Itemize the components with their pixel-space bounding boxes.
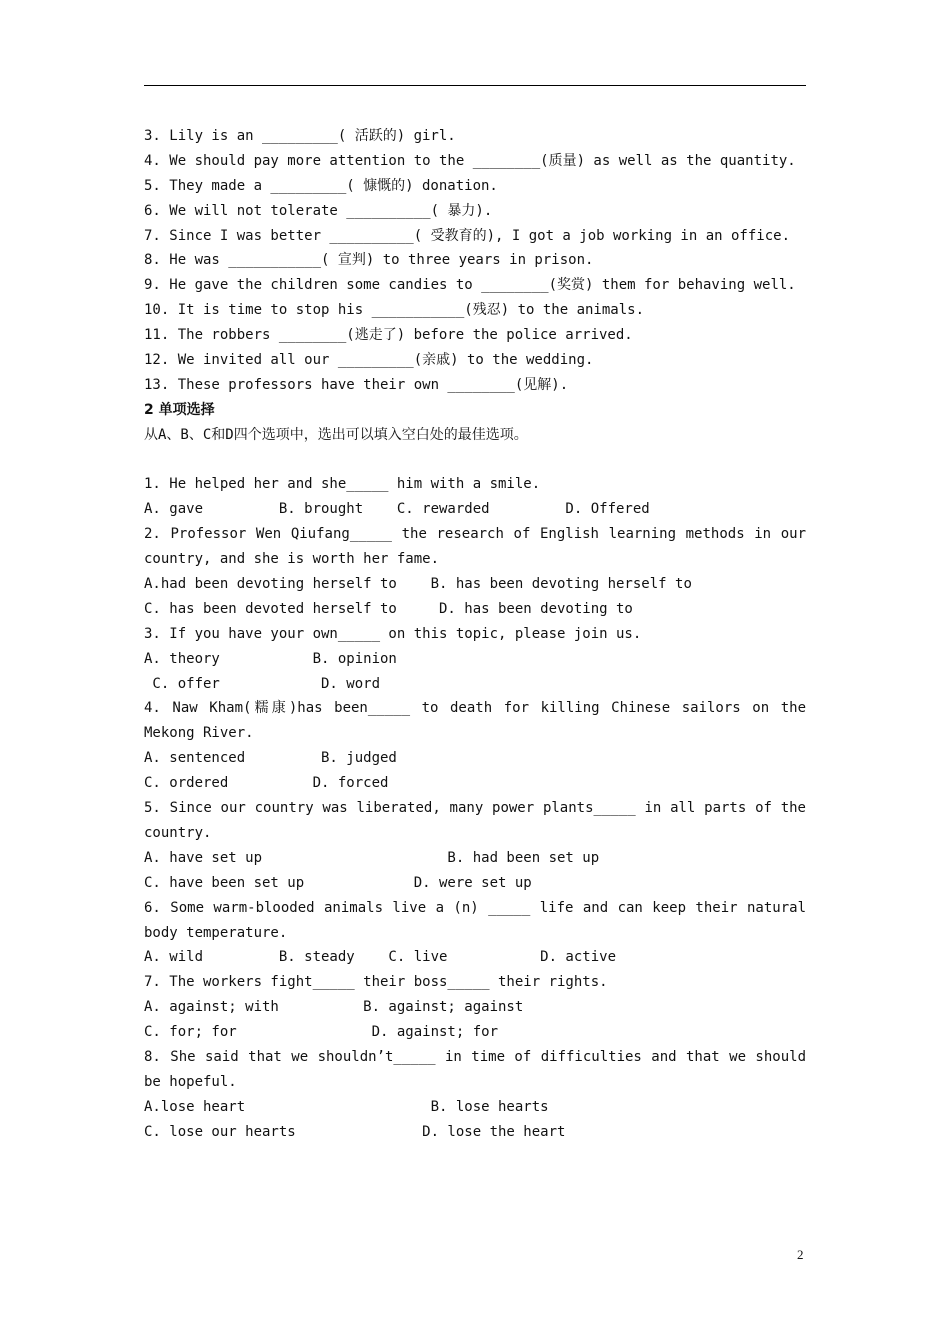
worksheet-content (144, 124, 806, 1145)
question-stem: 2. Professor Wen Qiufang_____ the research of English learning methods in our (144, 526, 806, 543)
fill-in-item: 10. It is time to stop his ___________(残忍) to the animals. (144, 302, 645, 319)
answer-options: C. have been set up D. were set up (144, 874, 532, 891)
answer-options: A.had been devoting herself to B. has been devoting herself to (144, 576, 692, 593)
fill-in-item: 11. The robbers ________(逃走了) before the police arrived. (144, 327, 633, 344)
answer-options: A. theory B. opinion (144, 650, 397, 667)
answer-options: A. sentenced B. judged (144, 750, 397, 767)
answer-options: A. wild B. steady C. live D. active (144, 949, 617, 966)
question-stem: 1. He helped her and she_____ him with a smile. (144, 476, 541, 493)
answer-options: A. gave B. brought C. rewarded D. Offered (144, 501, 650, 518)
question-stem: 3. If you have your own_____ on this topic, please join us. (144, 625, 642, 642)
answer-options: A.lose heart B. lose hearts (144, 1098, 549, 1115)
page-number: 2 (797, 1247, 804, 1262)
question-stem-continued: country, and she is worth her fame. (144, 551, 440, 568)
answer-options: C. ordered D. forced (144, 775, 389, 792)
header-rule (144, 85, 806, 86)
question-stem: 6. Some warm-blooded animals live a (n) _____ life and can keep their natural (144, 899, 806, 916)
answer-options: C. for; for D. against; for (144, 1024, 499, 1041)
fill-in-item: 9. He gave the children some candies to ________(奖赏) them for behaving well. (144, 277, 796, 294)
answer-options: C. offer D. word (144, 675, 381, 692)
fill-in-item: 7. Since I was better __________( 受教育的), I got a job working in an office. (144, 227, 791, 244)
question-stem-continued: body temperature. (144, 924, 288, 941)
answer-options: C. has been devoted herself to D. has been devoting to (144, 600, 633, 617)
section-instruction: 从A、B、C和D四个选项中，选出可以填入空白处的最佳选项。 (144, 426, 528, 443)
fill-in-item: 5. They made a _________( 慷慨的) donation. (144, 177, 498, 194)
question-stem: 5. Since our country was liberated, many power plants_____ in all parts of the (144, 800, 806, 817)
question-stem-continued: be hopeful. (144, 1073, 237, 1090)
question-stem: 4. Naw Kham(糯康)has been_____ to death for killing Chinese sailors on the (144, 700, 806, 717)
question-stem-continued: country. (144, 824, 212, 841)
question-stem: 8. She said that we shouldn’t_____ in time of difficulties and that we should (144, 1048, 806, 1065)
section-heading: 2 单项选择 (144, 401, 215, 418)
fill-in-item: 12. We invited all our _________(亲戚) to the wedding. (144, 352, 594, 369)
fill-in-item: 6. We will not tolerate __________( 暴力). (144, 202, 493, 219)
question-stem: 7. The workers fight_____ their boss_____ their rights. (144, 974, 608, 991)
answer-options: A. against; with B. against; against (144, 999, 524, 1016)
question-stem-continued: Mekong River. (144, 725, 254, 742)
fill-in-item: 13. These professors have their own ________(见解). (144, 376, 569, 393)
fill-in-item: 4. We should pay more attention to the ________(质量) as well as the quantity. (144, 152, 796, 169)
fill-in-item: 8. He was ___________( 宣判) to three years in prison. (144, 252, 594, 269)
fill-in-item: 3. Lily is an _________( 活跃的) girl. (144, 128, 456, 144)
answer-options: A. have set up B. had been set up (144, 849, 600, 866)
answer-options: C. lose our hearts D. lose the heart (144, 1123, 566, 1140)
spacer (144, 448, 806, 473)
